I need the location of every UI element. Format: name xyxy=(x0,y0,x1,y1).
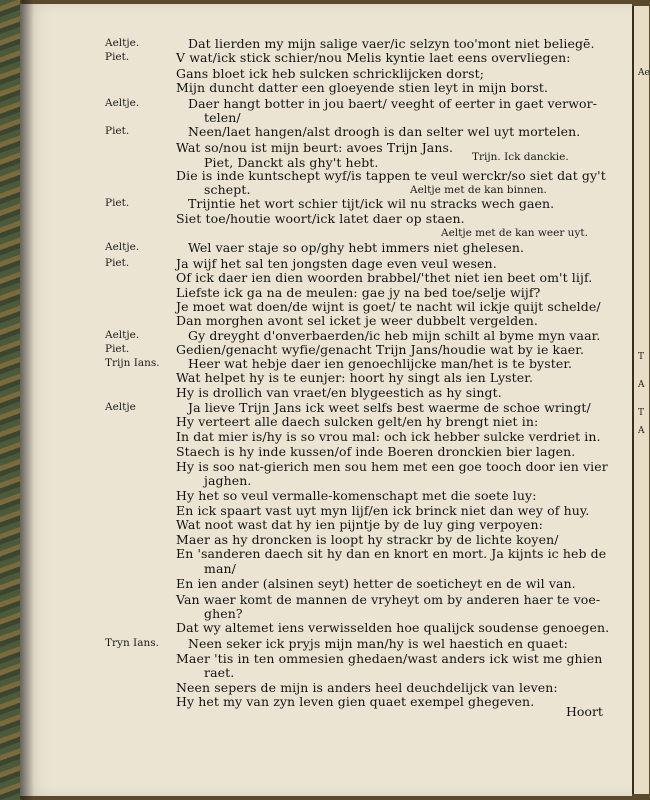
verse-text: Neen/laet hangen/alst droogh is dan selter wel uyt mortelen. xyxy=(188,124,581,139)
speaker-name: Aeltje. xyxy=(105,241,140,253)
verse-line xyxy=(0,50,647,66)
facing-page-margin-mark: A xyxy=(638,426,645,436)
verse-text: Piet, Danckt als ghy't hebt. xyxy=(204,155,379,170)
speaker-name: Piet. xyxy=(105,257,130,269)
verse-line xyxy=(0,240,647,256)
verse-text: Staech is hy inde kussen/of inde Boeren dronckien bier lagen. xyxy=(176,444,576,459)
verse-text: Daer hangt botter in jou baert/ veeght of eerter in gaet verwor- xyxy=(188,96,598,111)
verse-text: ghen? xyxy=(204,606,243,621)
verse-line xyxy=(0,444,647,460)
speaker-name: Trijn Ians. xyxy=(105,357,160,369)
verse-line xyxy=(0,211,647,227)
stage-direction: Aeltje met de kan weer uyt. xyxy=(441,227,588,239)
verse-text: En 'sanderen daech sit hy dan en knort en mort. Ja kijnts ic heb de xyxy=(176,546,607,561)
stage-direction: Trijn. Ick danckie. xyxy=(472,151,569,163)
facing-page-margin-mark: T xyxy=(638,352,645,362)
speaker-name: Piet. xyxy=(105,125,130,137)
verse-text: Die is inde kuntschept wyf/is tappen te veul werckr/so siet dat gy't xyxy=(176,168,606,183)
speaker-name: Piet. xyxy=(105,343,130,355)
verse-text: Gy dreyght d'onverbaerden/ic heb mijn schilt al byme myn vaar. xyxy=(188,328,601,343)
speaker-name: Aeltje. xyxy=(105,329,140,341)
verse-text: Wat helpet hy is te eunjer: hoort hy singt als ien Lyster. xyxy=(176,370,534,385)
verse-text: Dat lierden my mijn salige vaer/ic selzyn too'mont niet beliegē. xyxy=(188,36,595,51)
verse-text: Hy het so veul vermalle-komenschapt met die soete luy: xyxy=(176,488,537,503)
speaker-name: Piet. xyxy=(105,197,130,209)
verse-text: Dat wy altemet iens verwisselden hoe qualijck soudense genoegen. xyxy=(176,620,610,635)
verse-text: Wat so/nou ist mijn beurt: avoes Trijn Jans. xyxy=(176,140,454,155)
facing-page-margin-mark: T xyxy=(638,408,645,418)
verse-text: Hy is drollich van vraet/en blygeestich as hy singt. xyxy=(176,385,502,400)
verse-text: Maer 'tis in ten ommesien ghedaen/wast anders ick wist me ghien xyxy=(176,651,603,666)
verse-text: V wat/ick stick schier/nou Melis kyntie laet eens overvliegen: xyxy=(176,50,571,65)
verse-text: Maer as hy droncken is loopt hy strackr by de lichte koyen/ xyxy=(176,532,559,547)
verse-text: Ja wijf het sal ten jongsten dage even veul wesen. xyxy=(176,256,497,271)
verse-text: Of ick daer ien dien woorden brabbel/'thet niet ien beet om't lijf. xyxy=(176,270,593,285)
verse-line xyxy=(0,665,647,681)
stage-direction: Aeltje met de kan binnen. xyxy=(410,184,547,196)
verse-text: Mijn duncht datter een gloeyende stien leyt in mijn borst. xyxy=(176,80,549,95)
verse-text: En ien ander (alsinen seyt) hetter de soeticheyt en de wil van. xyxy=(176,576,576,591)
verse-line xyxy=(0,370,647,386)
speaker-name: Aeltje. xyxy=(105,37,140,49)
verse-line xyxy=(0,124,647,140)
verse-text: Je moet wat doen/de wijnt is goet/ te nacht wil ickje quijt schelde/ xyxy=(176,299,601,314)
verse-line xyxy=(0,636,647,652)
verse-line xyxy=(0,473,647,489)
verse-line xyxy=(0,80,647,96)
verse-line xyxy=(0,429,647,445)
verse-line xyxy=(0,385,647,401)
verse-text: Dan morghen avont sel icket je weer dubbelt vergelden. xyxy=(176,313,538,328)
verse-text: jaghen. xyxy=(204,473,252,488)
verse-text: schept. xyxy=(204,182,251,197)
verse-text: Trijntie het wort schier tijt/ick wil nu stracks wech gaen. xyxy=(188,196,555,211)
verse-text: telen/ xyxy=(204,110,241,125)
verse-text: Gedien/genacht wyfie/genacht Trijn Jans/houdie wat by ie kaer. xyxy=(176,342,585,357)
verse-text: Hy verteert alle daech sulcken gelt/en hy brengt niet in: xyxy=(176,414,539,429)
verse-text: Siet toe/houtie woort/ick latet daer op staen. xyxy=(176,211,465,226)
verse-line xyxy=(0,576,647,592)
verse-line xyxy=(0,488,647,504)
verse-text: Neen seker ick pryjs mijn man/hy is wel haestich en quaet: xyxy=(188,636,568,651)
speaker-name: Aeltje xyxy=(105,401,136,413)
verse-text: Wel vaer staje so op/ghy hebt immers niet ghelesen. xyxy=(188,240,525,255)
verse-text: Neen sepers de mijn is anders heel deuchdelijck van leven: xyxy=(176,680,558,695)
verse-text: raet. xyxy=(204,665,235,680)
verse-line xyxy=(0,620,647,636)
verse-text: Ja lieve Trijn Jans ick weet selfs best waerme de schoe wringt/ xyxy=(188,400,591,415)
speaker-name: Tryn Ians. xyxy=(105,637,159,649)
verse-text: Hy is soo nat-gierich men sou hem met een goe tooch door ien vier xyxy=(176,459,608,474)
catchword: Hoort xyxy=(566,704,603,719)
verse-text: Wat noot wast dat hy ien pijntje by de luy ging verpoyen: xyxy=(176,517,543,532)
verse-line xyxy=(0,313,647,329)
verse-text: In dat mier is/hy is so vrou mal: och ick hebber sulcke verdriet in. xyxy=(176,429,601,444)
verse-text: En ick spaart vast uyt myn lijf/en ick brinck niet dan wey of huy. xyxy=(176,503,590,518)
verse-line xyxy=(0,694,647,710)
verse-line xyxy=(0,517,647,533)
facing-page-margin-mark: A xyxy=(638,380,645,390)
speaker-name: Aeltje. xyxy=(105,97,140,109)
verse-line xyxy=(0,414,647,430)
verse-line xyxy=(0,561,647,577)
verse-text: Heer wat hebje daer ien genoechlijcke man/het is te byster. xyxy=(188,356,573,371)
verse-text: Liefste ick ga na de meulen: gae jy na bed toe/selje wijf? xyxy=(176,285,541,300)
speaker-name: Piet. xyxy=(105,51,130,63)
verse-line xyxy=(0,270,647,286)
verse-text: Van waer komt de mannen de vryheyt om by anderen haer te voe- xyxy=(176,592,601,607)
verse-text: Hy het my van zyn leven gien quaet exempel ghegeven. xyxy=(176,694,535,709)
verse-text: Gans bloet ick heb sulcken schricklijcken dorst; xyxy=(176,66,485,81)
verse-text: man/ xyxy=(204,561,236,576)
facing-page-margin-mark: Ae xyxy=(638,68,650,78)
verse-line xyxy=(0,546,647,562)
verse-line xyxy=(0,196,647,212)
